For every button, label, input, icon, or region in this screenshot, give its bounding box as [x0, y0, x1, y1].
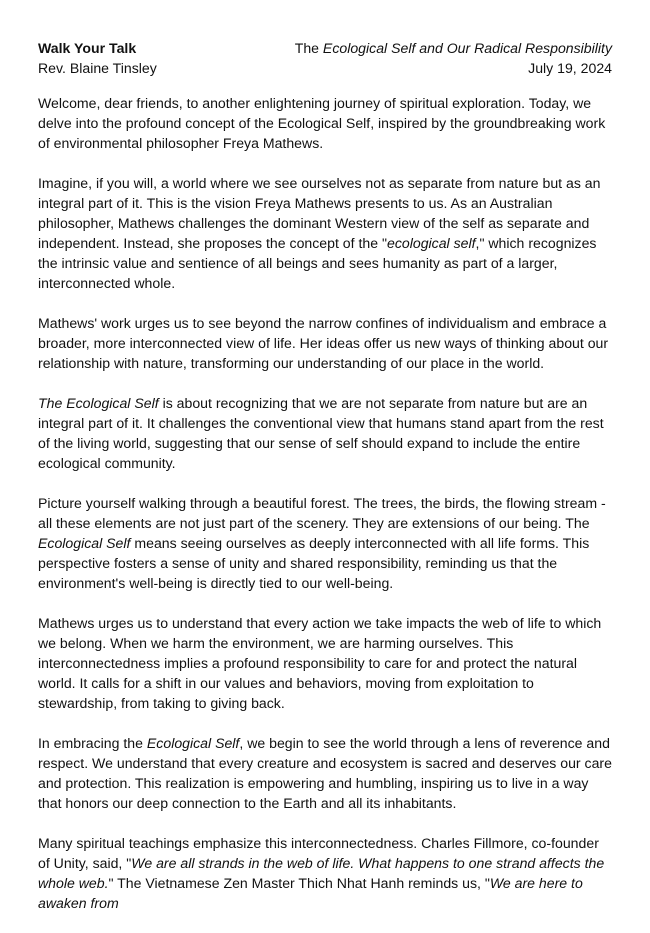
paragraph-text: Mathews urges us to understand that every action we take impacts the web of life to which we belong. When we harm the environment, we are harming ourselves. This interconnectedness implies a profound responsibility to care for and protect the natural world. It calls for a shift in our values and behaviors, moving from exploitation to stewardship, from taking to giving back. — [38, 615, 602, 711]
emphasis-text: ecological self — [387, 235, 476, 251]
paragraph-text: Mathews' work urges us to see beyond the narrow confines of individualism and embrace a broader, more interconnected view of life. Her ideas offer us new ways of thinking about our relationship with nature, transforming our understanding of our place in the world. — [38, 315, 609, 371]
document-body — [38, 93, 612, 913]
paragraph-text: Imagine, if you will, a world where we see ourselves not as separate from nature but as an integral part of it. This is the vision Freya Mathews presents to us. As an Australian philosopher, Mathews challenges the dominant Western view of the self as separate and independent. Instead, she proposes the concept of the " — [38, 175, 601, 251]
paragraph-text: means seeing ourselves as deeply interconnected with all life forms. This perspective fosters a sense of unity and shared responsibility, reminding us that the environment's well-being is directly tied to our well-being. — [38, 535, 590, 591]
paragraph-text: , we begin to see the world through a lens of reverence and respect. We understand that every creature and ecosystem is sacred and deserves our care and protection. This realization is empowering and humbling, inspiring us to live in a way that honors our deep connection to the Earth and all its inhabitants. — [38, 735, 612, 811]
emphasis-text: Ecological Self — [146, 735, 240, 751]
paragraph — [38, 493, 612, 593]
paragraph — [38, 93, 612, 153]
emphasis-text: Ecological Self — [38, 535, 131, 551]
author-name: Rev. Blaine Tinsley — [38, 60, 157, 76]
paragraph-text: Welcome, dear friends, to another enlightening journey of spiritual exploration. Today, we delve into the profound concept of the Ecological Self, inspired by the groundbreaking work of environmental philosopher Freya Mathews. — [38, 95, 606, 151]
paragraph — [38, 733, 612, 813]
paragraph — [38, 313, 612, 373]
paragraph — [38, 393, 612, 473]
emphasis-text: The Ecological Self — [38, 395, 159, 411]
quote-text: We are all strands in the web of life. What happens to one strand affects the whole web. — [38, 855, 605, 891]
sermon-title-italic: Ecological Self and Our Radical Responsibility — [322, 40, 612, 56]
sermon-date: July 19, 2024 — [528, 60, 612, 76]
paragraph — [38, 173, 612, 293]
header-right — [295, 38, 612, 78]
series-title: Walk Your Talk — [38, 40, 137, 56]
document-header — [38, 38, 612, 78]
quote-text: We are here to awaken from — [38, 875, 583, 911]
sermon-title — [295, 38, 612, 58]
document-page — [38, 38, 612, 933]
paragraph-text: Picture yourself walking through a beautiful forest. The trees, the birds, the flowing stream - all these elements are not just part of the scenery. They are extensions of our being. The — [38, 495, 606, 531]
paragraph-text: In embracing the — [38, 735, 147, 751]
paragraph-text: ," which recognizes the intrinsic value and sentience of all beings and sees humanity as part of a larger, interconnected whole. — [38, 235, 597, 291]
sermon-title-prefix: The — [294, 40, 323, 56]
paragraph — [38, 833, 612, 913]
paragraph-text: " The Vietnamese Zen Master Thich Nhat Hanh reminds us, " — [108, 875, 490, 891]
paragraph — [38, 613, 612, 713]
paragraph-text: is about recognizing that we are not separate from nature but are an integral part of it. It challenges the conventional view that humans stand apart from the rest of the living world, suggesting that our sense of self should expand to include the entire ecological community. — [38, 395, 604, 471]
header-left — [38, 38, 157, 78]
paragraph-text: Many spiritual teachings emphasize this interconnectedness. Charles Fillmore, co-founder of Unity, said, " — [38, 835, 599, 871]
